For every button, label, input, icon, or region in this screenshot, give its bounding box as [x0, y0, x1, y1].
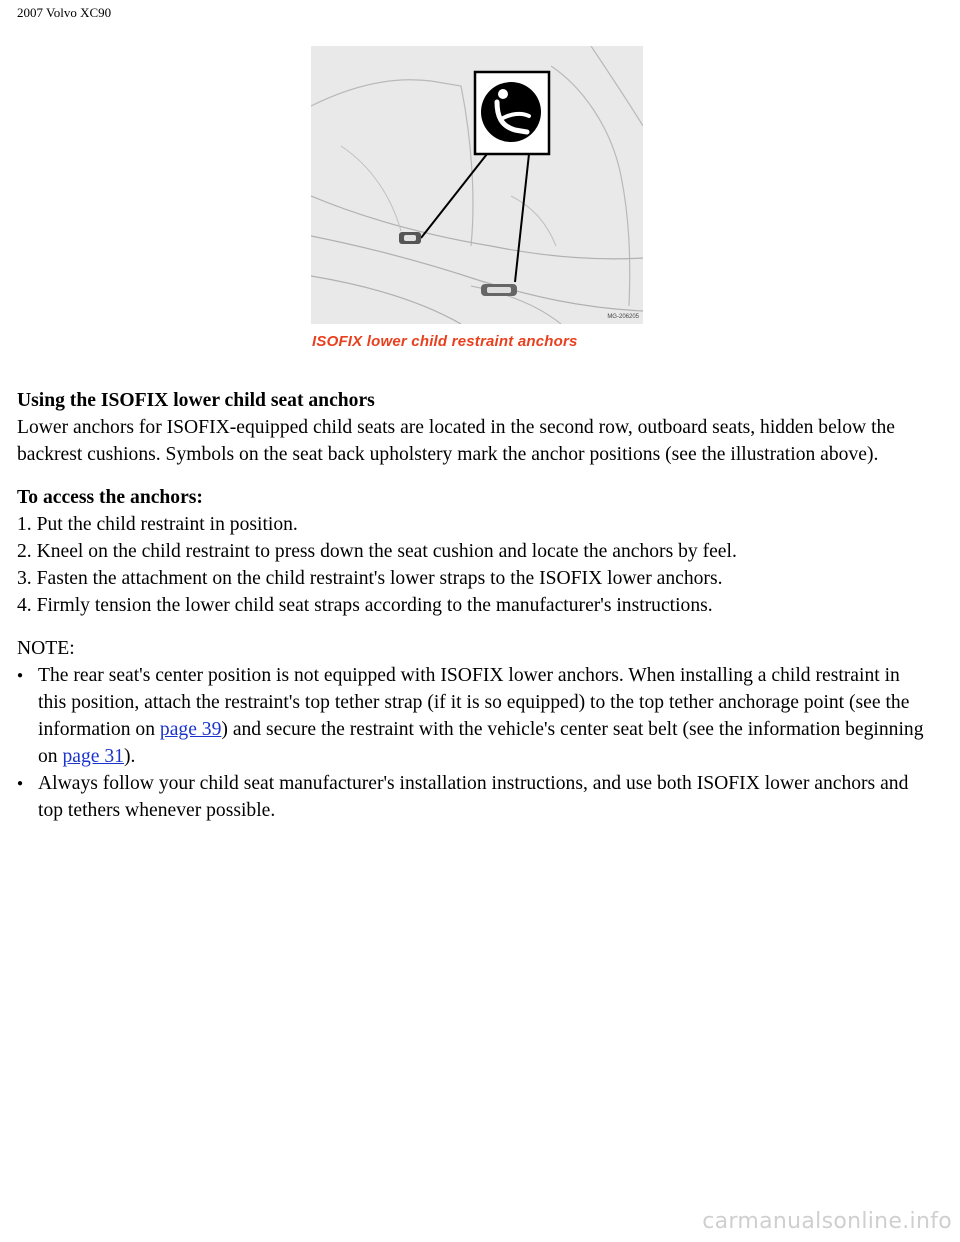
page-31-link[interactable]: page 31	[62, 746, 124, 767]
running-header: 2007 Volvo XC90	[17, 5, 112, 20]
bullet-icon: ●	[17, 670, 24, 681]
figure-code: MG-206205	[607, 314, 639, 320]
isofix-illustration	[311, 46, 643, 324]
page-content	[17, 387, 927, 840]
section-body: Lower anchors for ISOFIX-equipped child seats are located in the second row, outboard seats, hidden below the backrest cushions. Symbols on the seat back upholstery mark the anchor positions (see the illustration above).	[17, 417, 896, 465]
note-text: Always follow your child seat manufacturer's installation instructions, and use both ISOFIX lower anchors and top tethers whenever possible.	[38, 773, 909, 821]
watermark: carmanualsonline.info	[702, 1209, 952, 1234]
section-heading: To access the anchors:	[17, 487, 203, 508]
note-text: ) and secure the restraint with the vehicle's center seat belt (see the information beginning on	[38, 719, 924, 767]
page-39-link[interactable]: page 39	[159, 719, 222, 740]
section-heading: Using the ISOFIX lower child seat anchors	[17, 390, 375, 411]
figure-caption: ISOFIX lower child restraint anchors	[312, 333, 578, 350]
seat-drawing	[311, 46, 643, 324]
note-item	[17, 662, 927, 770]
step-4: 4. Firmly tension the lower child seat straps according to the manufacturer's instructions.	[17, 595, 713, 616]
section-using-anchors	[17, 387, 927, 468]
step-3: 3. Fasten the attachment on the child restraint's lower straps to the ISOFIX lower anchors.	[17, 568, 723, 589]
step-2: 2. Kneel on the child restraint to press down the seat cushion and locate the anchors by feel.	[17, 541, 737, 562]
step-1: 1. Put the child restraint in position.	[17, 514, 298, 535]
bullet-icon: ●	[17, 778, 24, 789]
note-section	[17, 635, 927, 824]
note-text: The rear seat's center position is not equipped with ISOFIX lower anchors. When installing a child restraint in this position, attach the restraint's top tether strap (if it is so equipped) to the top tether anchorage point (see the information on	[38, 665, 910, 740]
note-heading: NOTE:	[17, 638, 75, 659]
note-text: ).	[123, 746, 136, 767]
note-item	[17, 770, 927, 824]
section-access-anchors	[17, 484, 927, 619]
